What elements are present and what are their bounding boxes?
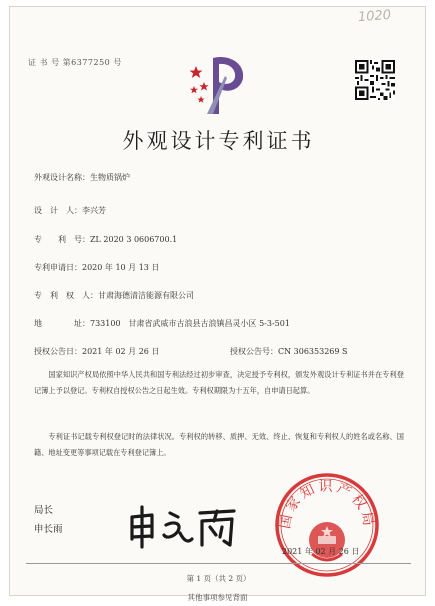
field-value: 2020 年 10 月 13 日 — [82, 263, 160, 272]
field-label: 专 利 权 人： — [34, 291, 98, 300]
footer-note: 其他事项参见背面 — [187, 593, 248, 602]
certificate-sheet — [9, 6, 426, 596]
field-label: 设 计 人： — [34, 206, 82, 215]
field-designer — [34, 205, 106, 216]
field-address — [34, 318, 290, 329]
field-value: 2021 年 02 月 26 日 — [82, 347, 160, 356]
director-signature — [122, 503, 242, 549]
field-label: 外观设计名称： — [34, 173, 90, 182]
field-value: 甘肃海德清洁能源有限公司 — [98, 291, 194, 300]
field-label: 地 址： — [34, 319, 90, 328]
field-value: 李兴芳 — [82, 206, 106, 215]
qr-code-icon — [355, 60, 395, 100]
handwritten-number: 1020 — [357, 7, 392, 26]
divider — [26, 563, 411, 564]
field-value: CN 306353269 S — [278, 347, 348, 356]
cnipa-logo-icon — [187, 52, 251, 118]
field-label: 授权公告日： — [34, 347, 82, 356]
seal-date: 2021 年 02 月 26 日 — [282, 547, 360, 556]
field-grant-number — [230, 346, 348, 357]
page-number: 第 1 页（共 2 页） — [186, 574, 251, 583]
certificate-title: 外观设计专利证书 — [122, 129, 315, 153]
field-patentee — [34, 290, 194, 301]
field-design-name — [34, 172, 130, 183]
field-label: 授权公告号： — [230, 347, 278, 356]
director-title: 局长 — [34, 505, 54, 516]
grant-statement-paragraph: 国家知识产权局依照中华人民共和国专利法经过初步审查，决定授予专利权，颁发外观设计专利证书并在专利登记簿上予以登记。专利权自授权公告之日起生效。专利权期限为十五年，自申请日起算。 — [34, 370, 404, 395]
field-patent-number — [34, 234, 177, 245]
field-value: 733100 甘肃省武威市古浪县古浪镇昌灵小区 5-3-501 — [90, 319, 290, 328]
field-grant-date — [34, 346, 159, 357]
seal-text: 国家知识产权局 — [277, 479, 377, 531]
certificate-number: 证 书 号 第6377250 号 — [28, 58, 122, 67]
legal-status-paragraph: 专利证书记载专利权登记时的法律状况。专利权的转移、质押、无效、终止、恢复和专利权人的姓名或名称、国籍、地址变更等事项记载在专利登记簿上。 — [34, 432, 404, 457]
field-label: 专利申请日： — [34, 263, 82, 272]
field-label: 专 利 号： — [34, 235, 90, 244]
field-application-date — [34, 262, 159, 273]
field-value: 生物质锅炉 — [90, 173, 130, 182]
director-name: 申长雨 — [34, 524, 63, 535]
field-value: ZL 2020 3 0606700.1 — [90, 235, 178, 244]
